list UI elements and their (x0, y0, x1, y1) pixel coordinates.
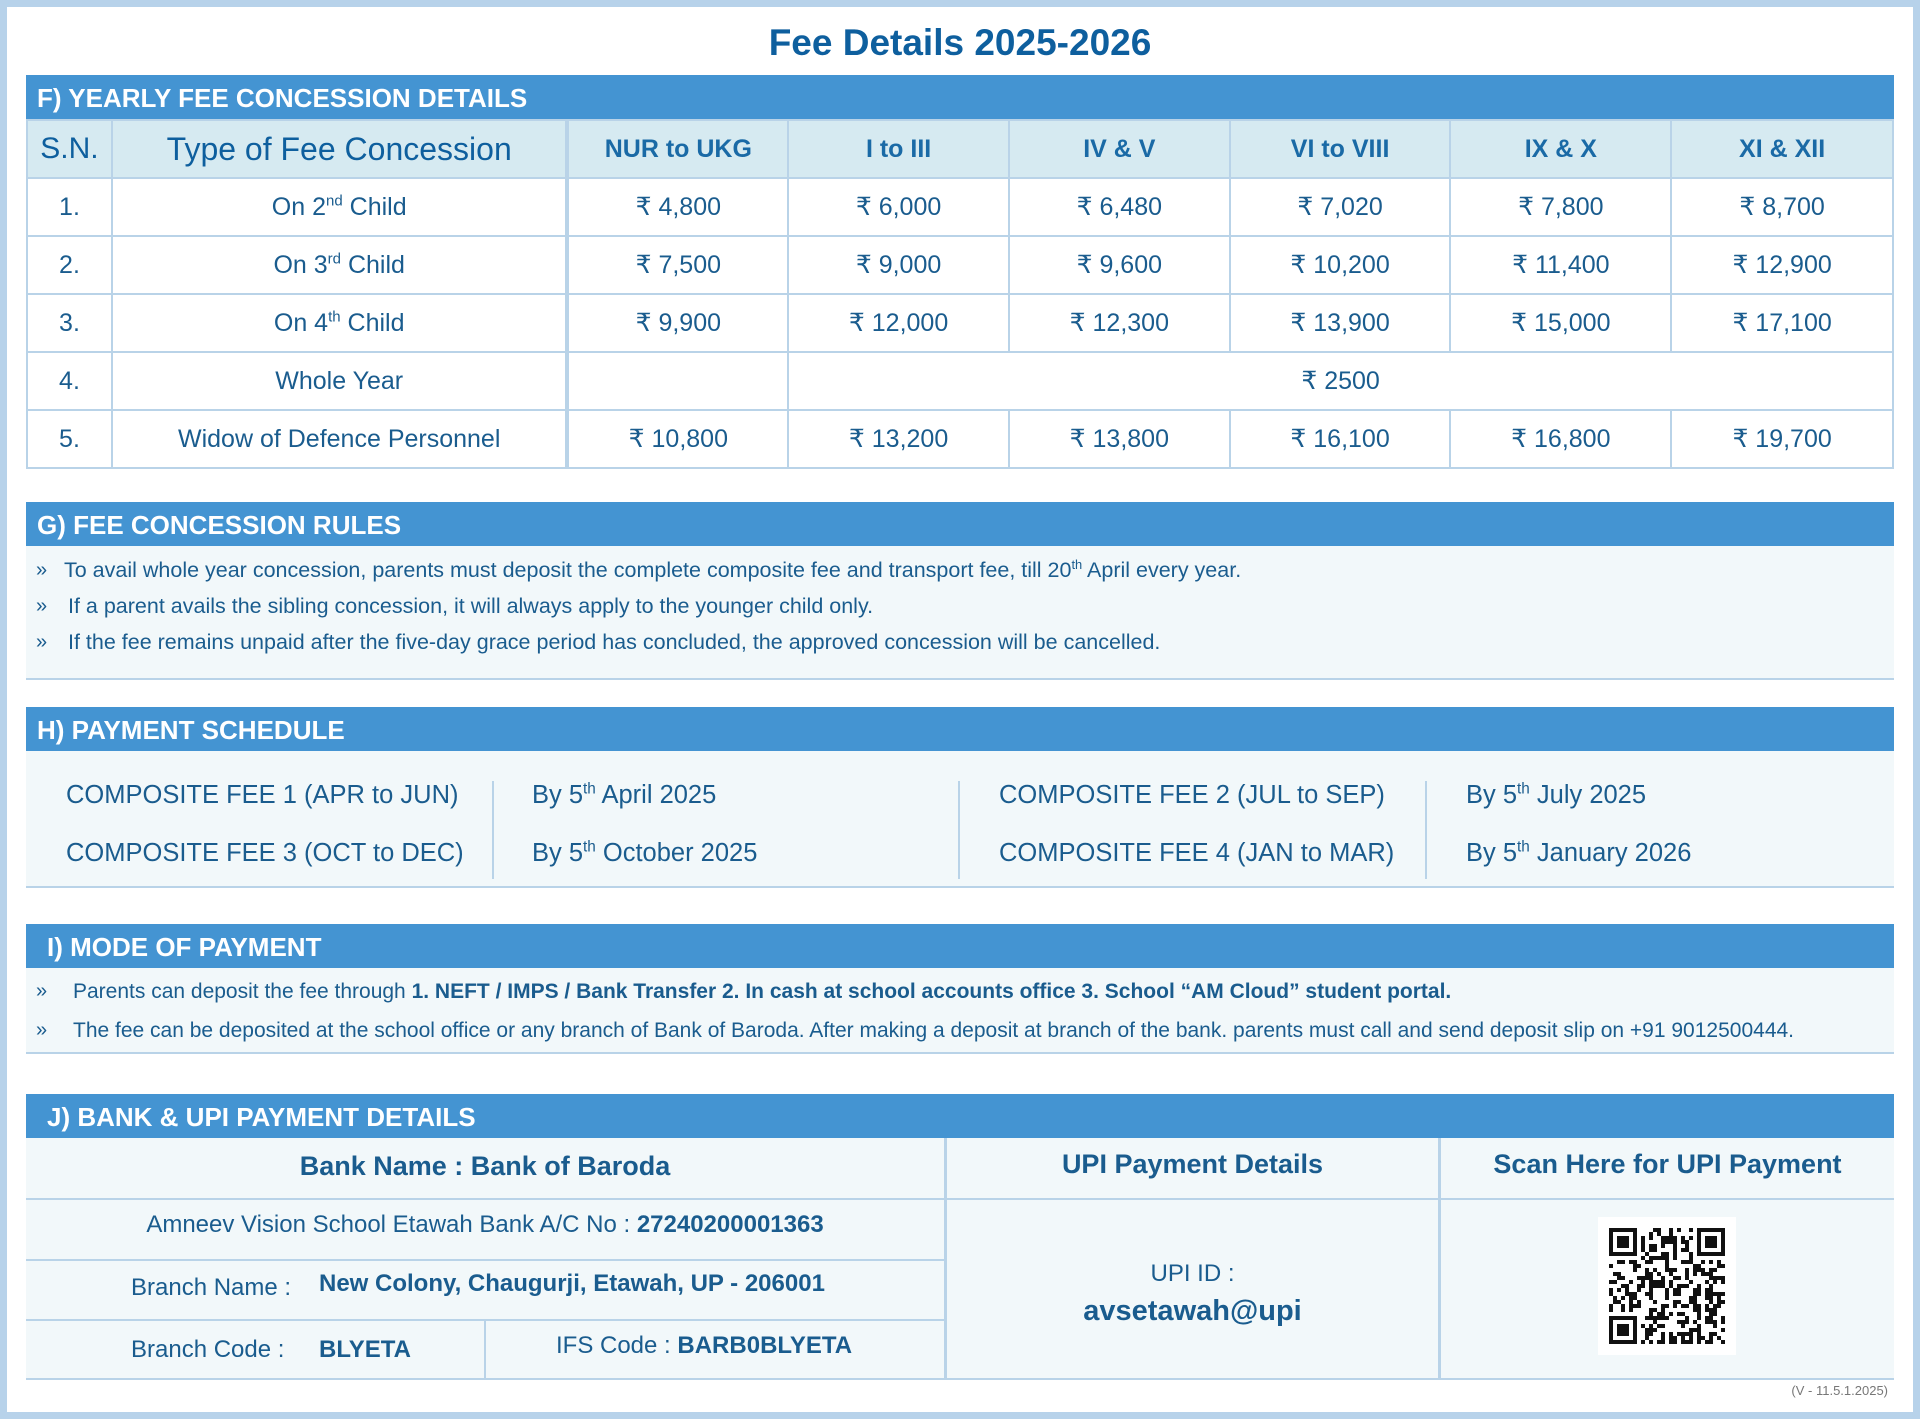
fee-cell: ₹ 16,800 (1450, 410, 1671, 468)
fee-cell: ₹ 4,800 (567, 178, 788, 236)
row-type: On 2nd Child (112, 178, 568, 236)
row-type: Whole Year (112, 352, 568, 410)
schedule-date: By 5th July 2025 (1466, 780, 1647, 809)
upi-id: avsetawah@upi (1083, 1295, 1302, 1327)
ifsc: IFS Code : BARB0BLYETA (556, 1332, 853, 1359)
schedule-fee: COMPOSITE FEE 4 (JAN to MAR) (999, 839, 1395, 867)
list-item: » If the fee remains unpaid after the five-day grace period has concluded, the approved concession will be cancelled. (36, 630, 1161, 654)
account-number: Amneev Vision School Etawah Bank A/C No : 27240200001363 (146, 1211, 824, 1238)
fee-cell: ₹ 7,800 (1450, 178, 1671, 236)
fee-cell: ₹ 12,000 (788, 294, 1009, 352)
schedule-grid (26, 751, 1894, 888)
bank-heading: J) BANK & UPI PAYMENT DETAILS (26, 1094, 1894, 1138)
fee-cell: ₹ 6,480 (1009, 178, 1230, 236)
schedule-heading: H) PAYMENT SCHEDULE (26, 707, 1894, 751)
row-sn: 3. (27, 294, 112, 352)
upi-heading: UPI Payment Details (1061, 1149, 1324, 1179)
fee-cell: ₹ 9,900 (567, 294, 788, 352)
table-row (27, 236, 1893, 294)
list-item: » The fee can be deposited at the school office or any branch of Bank of Baroda. After making a deposit at branch of the bank. parents must call and send deposit slip on +91 9012500444. (36, 1019, 1795, 1042)
fee-cell: ₹ 8,700 (1671, 178, 1893, 236)
col-class: IX & X (1450, 120, 1671, 178)
schedule-fee: COMPOSITE FEE 3 (OCT to DEC) (66, 839, 464, 867)
concession-section (26, 75, 1894, 469)
row-type: On 3rd Child (112, 236, 568, 294)
col-sn: S.N. (27, 120, 112, 178)
bank-section (26, 1094, 1894, 1380)
row-sn: 4. (27, 352, 112, 410)
rules-section (26, 502, 1894, 680)
branch-name-label: Branch Name : (131, 1274, 292, 1301)
fee-cell: ₹ 7,020 (1230, 178, 1451, 236)
fee-cell: ₹ 15,000 (1450, 294, 1671, 352)
qr-code-icon (1598, 1217, 1736, 1355)
fee-cell: ₹ 11,400 (1450, 236, 1671, 294)
scan-heading: Scan Here for UPI Payment (1493, 1149, 1842, 1179)
col-class: IV & V (1009, 120, 1230, 178)
branch-code-value: BLYETA (319, 1336, 412, 1363)
schedule-date: By 5th April 2025 (532, 780, 717, 809)
fee-cell: ₹ 10,800 (567, 410, 788, 468)
row-sn: 2. (27, 236, 112, 294)
col-class: NUR to UKG (567, 120, 788, 178)
fee-cell: ₹ 13,800 (1009, 410, 1230, 468)
row-type: Widow of Defence Personnel (112, 410, 568, 468)
bank-name: Bank Name : Bank of Baroda (299, 1151, 671, 1181)
fee-cell: ₹ 7,500 (567, 236, 788, 294)
schedule-fee: COMPOSITE FEE 1 (APR to JUN) (66, 781, 459, 809)
bank-grid (26, 1138, 1894, 1380)
concession-table (26, 119, 1894, 469)
fee-cell: ₹ 6,000 (788, 178, 1009, 236)
fee-cell-empty (567, 352, 788, 410)
fee-cell: ₹ 19,700 (1671, 410, 1893, 468)
fee-cell: ₹ 12,300 (1009, 294, 1230, 352)
schedule-date: By 5th October 2025 (532, 838, 758, 867)
list-item: » If a parent avails the sibling concession, it will always apply to the younger child only. (36, 594, 874, 618)
fee-cell: ₹ 13,900 (1230, 294, 1451, 352)
row-sn: 1. (27, 178, 112, 236)
schedule-section (26, 707, 1894, 888)
version-label: (V - 11.5.1.2025) (1791, 1383, 1888, 1398)
fee-cell: ₹ 9,600 (1009, 236, 1230, 294)
col-type: Type of Fee Concession (112, 120, 568, 178)
upi-qr-code-icon[interactable] (1598, 1217, 1736, 1355)
mode-heading: I) MODE OF PAYMENT (26, 924, 1894, 968)
col-class: XI & XII (1671, 120, 1893, 178)
fee-cell: ₹ 16,100 (1230, 410, 1451, 468)
fee-cell: ₹ 12,900 (1671, 236, 1893, 294)
fee-cell: ₹ 13,200 (788, 410, 1009, 468)
rules-list (26, 546, 1894, 680)
list-item: » To avail whole year concession, parents must deposit the complete composite fee and transport fee, till 20th April every year. (36, 556, 1242, 582)
table-row (27, 410, 1893, 468)
fee-cell: ₹ 10,200 (1230, 236, 1451, 294)
branch-code-label: Branch Code : (131, 1336, 285, 1363)
table-row (27, 178, 1893, 236)
fee-cell: ₹ 17,100 (1671, 294, 1893, 352)
list-item: » Parents can deposit the fee through 1. NEFT / IMPS / Bank Transfer 2. In cash at school accounts office 3. School “AM Cloud” student portal. (36, 980, 1452, 1003)
col-class: VI to VIII (1230, 120, 1451, 178)
upi-label: UPI ID : (1150, 1260, 1235, 1287)
rules-heading: G) FEE CONCESSION RULES (26, 502, 1894, 546)
fee-cell: ₹ 9,000 (788, 236, 1009, 294)
row-type: On 4th Child (112, 294, 568, 352)
fee-cell-merged: ₹ 2500 (788, 352, 1893, 410)
mode-section (26, 924, 1894, 1054)
table-row (27, 294, 1893, 352)
mode-list (26, 968, 1894, 1054)
table-header-row (27, 120, 1893, 178)
col-class: I to III (788, 120, 1009, 178)
row-sn: 5. (27, 410, 112, 468)
schedule-fee: COMPOSITE FEE 2 (JUL to SEP) (999, 781, 1385, 809)
schedule-date: By 5th January 2026 (1466, 838, 1692, 867)
page-title: Fee Details 2025-2026 (768, 22, 1152, 63)
concession-heading: F) YEARLY FEE CONCESSION DETAILS (26, 75, 1894, 119)
branch-name-value: New Colony, Chaugurji, Etawah, UP - 206001 (319, 1270, 825, 1297)
table-row (27, 352, 1893, 410)
